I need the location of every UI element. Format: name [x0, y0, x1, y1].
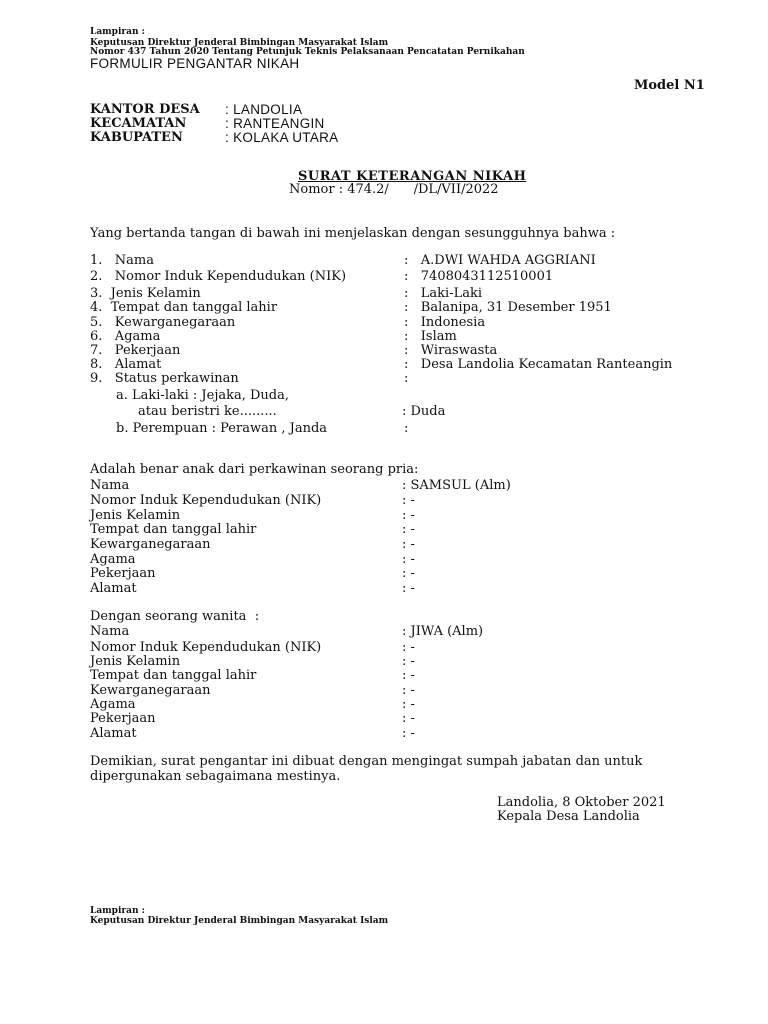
father-value: : SAMSUL (Alm): [402, 478, 511, 493]
header-keputusan: Keputusan Direktur Jenderal Bimbingan Masyarakat Islam: [90, 38, 389, 48]
mother-value: : -: [402, 640, 415, 655]
office-label: KECAMATAN: [90, 116, 187, 131]
status-a-line1: a. Laki-laki : Jejaka, Duda,: [116, 388, 289, 403]
mother-value: : -: [402, 668, 415, 683]
mother-label: Nama: [90, 624, 130, 639]
mother-value: : JIWA (Alm): [402, 624, 484, 639]
person-value-nik: : 7408043112510001: [404, 269, 554, 284]
person-label-name: 1. Nama: [90, 253, 155, 268]
father-label: Pekerjaan: [90, 566, 156, 581]
person-value-gender: : Laki-Laki: [404, 286, 483, 301]
person-value-religion: : Islam: [404, 329, 457, 344]
mother-label: Alamat: [90, 726, 137, 741]
father-label: Nomor Induk Kependudukan (NIK): [90, 493, 322, 508]
father-value: : -: [402, 566, 415, 581]
father-label: Jenis Kelamin: [90, 508, 181, 523]
father-value: : -: [402, 522, 415, 537]
father-value: : -: [402, 537, 415, 552]
status-b-label: b. Perempuan : Perawan , Janda: [116, 421, 328, 436]
signature-place-date: Landolia, 8 Oktober 2021: [497, 795, 666, 810]
office-label: KABUPATEN: [90, 130, 183, 145]
father-intro: Adalah benar anak dari perkawinan seorang pria:: [90, 462, 419, 477]
person-label-gender: 3. Jenis Kelamin: [90, 286, 201, 301]
mother-label: Kewarganegaraan: [90, 683, 211, 698]
mother-value: : -: [402, 654, 415, 669]
person-value-marital: :: [404, 371, 409, 386]
person-value-address: : Desa Landolia Kecamatan Ranteangin: [404, 357, 673, 372]
header-lampiran: Lampiran :: [90, 27, 145, 37]
person-label-birth: 4. Tempat dan tanggal lahir: [90, 300, 278, 315]
person-label-occupation: 7. Pekerjaan: [90, 343, 181, 358]
letter-number: Nomor : 474.2/ /DL/VII/2022: [289, 182, 499, 197]
mother-label: Jenis Kelamin: [90, 654, 181, 669]
closing-line1: Demikian, surat pengantar ini dibuat dengan mengingat sumpah jabatan dan untuk: [90, 754, 643, 769]
person-label-religion: 6. Agama: [90, 329, 161, 344]
letter-intro: Yang bertanda tangan di bawah ini menjelaskan dengan sesungguhnya bahwa :: [90, 226, 616, 241]
father-label: Tempat dan tanggal lahir: [90, 522, 257, 537]
mother-value: : -: [402, 683, 415, 698]
office-value: : RANTEANGIN: [225, 116, 325, 131]
person-label-address: 8. Alamat: [90, 357, 162, 372]
status-b-value: :: [404, 421, 409, 436]
person-label-nik: 2. Nomor Induk Kependudukan (NIK): [90, 269, 347, 284]
father-value: : -: [402, 493, 415, 508]
father-label: Alamat: [90, 581, 137, 596]
mother-label: Agama: [90, 697, 136, 712]
mother-value: : -: [402, 697, 415, 712]
person-label-marital: 9. Status perkawinan: [90, 371, 239, 386]
status-a-line2: atau beristri ke.........: [138, 404, 277, 419]
office-value: : LANDOLIA: [225, 102, 303, 117]
model-label: Model N1: [634, 78, 705, 93]
status-a-value: : Duda: [402, 404, 446, 419]
father-label: Kewarganegaraan: [90, 537, 211, 552]
father-label: Agama: [90, 552, 136, 567]
footer-keputusan: Keputusan Direktur Jenderal Bimbingan Masyarakat Islam: [90, 916, 389, 926]
letter-title: SURAT KETERANGAN NIKAH: [298, 169, 527, 184]
person-value-occupation: : Wiraswasta: [404, 343, 498, 358]
person-value-nationality: : Indonesia: [404, 315, 486, 330]
mother-label: Pekerjaan: [90, 711, 156, 726]
closing-line2: dipergunakan sebagaimana mestinya.: [90, 769, 341, 784]
person-value-birth: : Balanipa, 31 Desember 1951: [404, 300, 612, 315]
office-label: KANTOR DESA: [90, 102, 200, 117]
mother-value: : -: [402, 726, 415, 741]
father-value: : -: [402, 581, 415, 596]
mother-label: Nomor Induk Kependudukan (NIK): [90, 640, 322, 655]
father-label: Nama: [90, 478, 130, 493]
mother-label: Tempat dan tanggal lahir: [90, 668, 257, 683]
father-value: : -: [402, 552, 415, 567]
office-value: : KOLAKA UTARA: [225, 130, 339, 145]
mother-intro: Dengan seorang wanita :: [90, 609, 260, 624]
person-label-nationality: 5. Kewarganegaraan: [90, 315, 236, 330]
signature-position: Kepala Desa Landolia: [497, 809, 640, 824]
person-value-name: : A.DWI WAHDA AGGRIANI: [404, 253, 596, 268]
father-value: : -: [402, 508, 415, 523]
mother-value: : -: [402, 711, 415, 726]
header-nomor: Nomor 437 Tahun 2020 Tentang Petunjuk Teknis Pelaksanaan Pencatatan Pernikahan: [90, 47, 525, 57]
footer-lampiran: Lampiran :: [90, 906, 145, 916]
form-title: FORMULIR PENGANTAR NIKAH: [90, 56, 300, 71]
